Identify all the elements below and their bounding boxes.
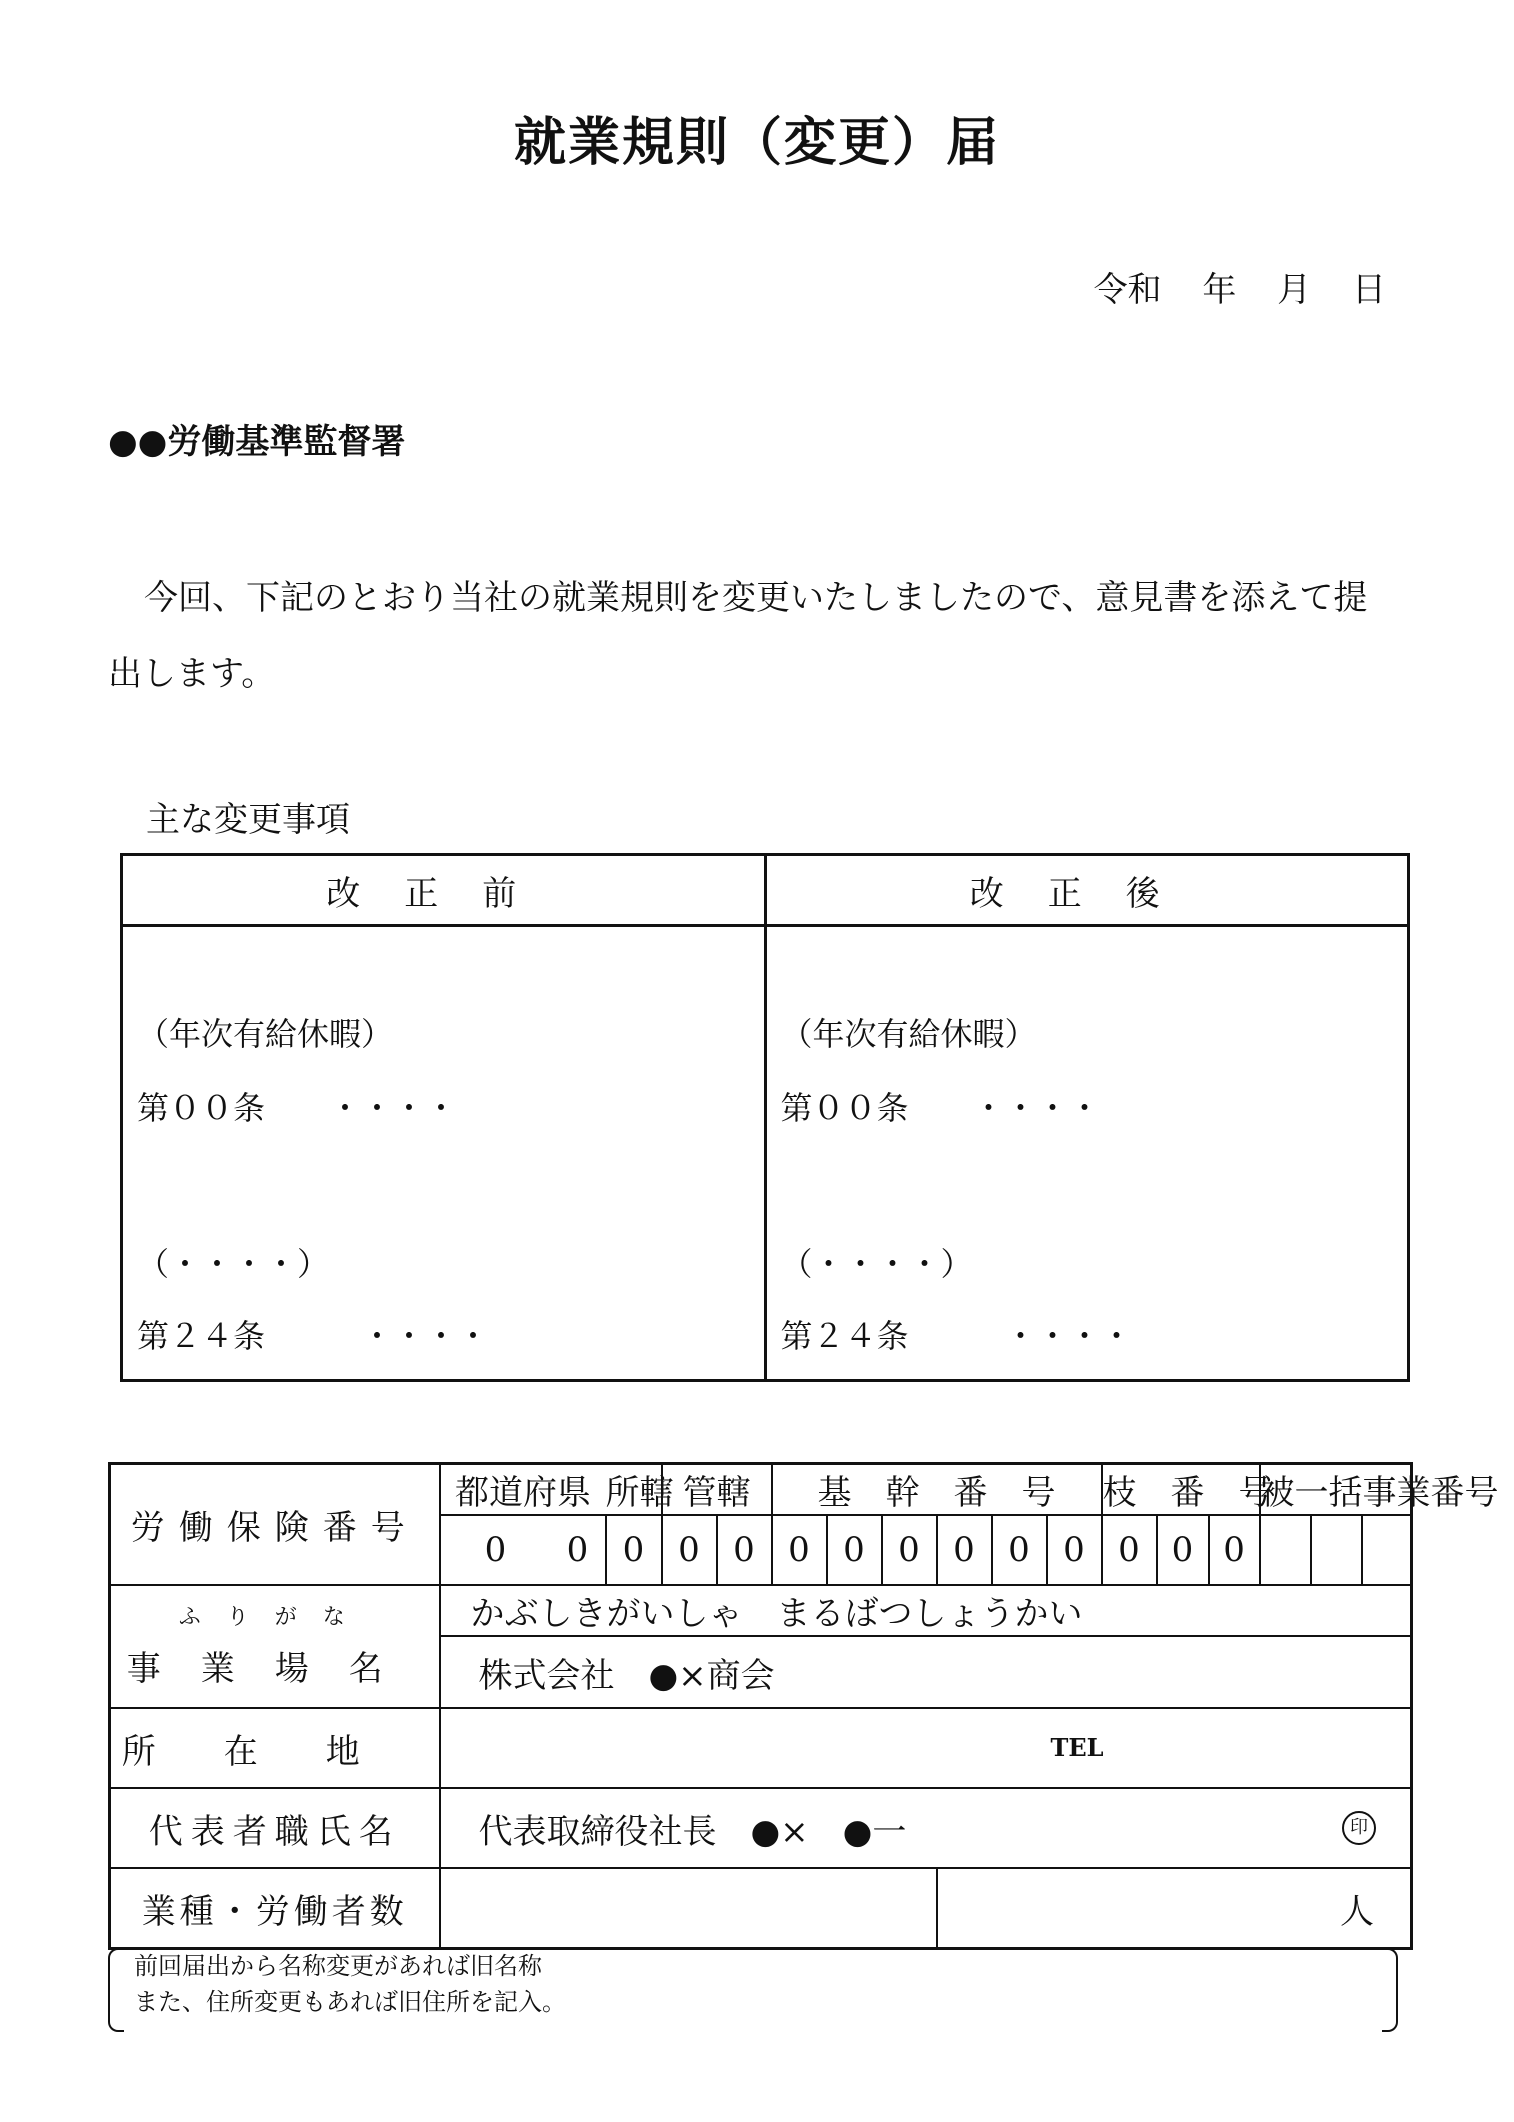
representative-field[interactable] [440, 1788, 1412, 1868]
business-info-table [108, 1462, 1499, 1950]
address-field[interactable] [440, 1708, 1412, 1788]
digit-box[interactable]: 0 [1047, 1515, 1102, 1585]
industry-workers-label: 業種・労働者数 [110, 1868, 440, 1949]
note-box [108, 1948, 1398, 2030]
jurisdiction-head: 管轄 [662, 1464, 772, 1516]
furigana-field[interactable]: かぶしきがいしゃ まるばつしょうかい [440, 1585, 1412, 1636]
digit-box[interactable]: 0 [992, 1515, 1047, 1585]
digit-box[interactable]: 0 [1102, 1515, 1157, 1585]
address-label: 所在地 [110, 1708, 440, 1788]
digit-box[interactable]: 0 [882, 1515, 937, 1585]
right-bracket [1382, 1948, 1398, 2032]
digit-box[interactable]: 0 [937, 1515, 992, 1585]
before-cell [122, 926, 766, 1381]
digit-box[interactable] [1362, 1515, 1412, 1585]
before-line: （年次有給休暇） [137, 1015, 394, 1053]
before-line: 第００条 ・・・・ [137, 1089, 458, 1127]
after-line: 第００条 ・・・・ [780, 1089, 1101, 1127]
changes-table [120, 853, 1410, 1382]
prefecture-head: 都道府県 [440, 1464, 606, 1516]
industry-field[interactable] [440, 1868, 937, 1949]
tel-label: TEL [1050, 1733, 1104, 1762]
business-name-label: 事業場名 [126, 1648, 423, 1689]
after-line: （年次有給休暇） [780, 1015, 1037, 1053]
digit-box[interactable]: 0 [717, 1515, 772, 1585]
addressee-office: ●●労働基準監督署 [108, 422, 406, 462]
digit-box[interactable]: 0 [440, 1515, 551, 1585]
after-line: （・・・・） [780, 1245, 973, 1283]
before-line: 第２４条 ・・・・ [137, 1317, 490, 1355]
after-line: 第２４条 ・・・・ [780, 1317, 1133, 1355]
before-header: 改正前 [122, 855, 766, 926]
bulk-number-head: 被一括事業番号 [1260, 1464, 1412, 1516]
note-line: 前回届出から名称変更があれば旧名称 [134, 1952, 542, 1980]
after-header: 改正後 [765, 855, 1409, 926]
workers-field[interactable] [937, 1868, 1412, 1949]
office-head: 所轄 [606, 1464, 662, 1516]
intro-text: 今回、下記のとおり当社の就業規則を変更いたしましたので、意見書を添えて提出します。 [108, 578, 1368, 694]
digit-box[interactable]: 0 [662, 1515, 717, 1585]
digit-box[interactable]: 0 [606, 1515, 662, 1585]
note-line: また、住所変更もあれば旧住所を記入。 [134, 1988, 566, 2016]
representative-value: 代表取締役社長 ●× ●一 [478, 1811, 907, 1852]
seal-mark: 印 [1342, 1811, 1376, 1845]
digit-box[interactable] [1311, 1515, 1362, 1585]
document-title: 就業規則（変更）届 [513, 112, 1000, 173]
branch-number-head: 枝 番 号 [1102, 1464, 1260, 1516]
digit-box[interactable]: 0 [551, 1515, 606, 1585]
business-name-field[interactable]: 株式会社 ●×商会 [440, 1636, 1412, 1708]
after-cell [765, 926, 1409, 1381]
left-bracket [108, 1948, 124, 2032]
insurance-number-label: 労働保険番号 [110, 1464, 440, 1586]
digit-box[interactable] [1260, 1515, 1311, 1585]
business-name-label-cell [110, 1585, 440, 1708]
digit-box[interactable]: 0 [1157, 1515, 1209, 1585]
date-field: 令和 年 月 日 [1093, 270, 1386, 310]
furigana-label: ふりがな [178, 1604, 371, 1630]
representative-label: 代表者職氏名 [110, 1788, 440, 1868]
changes-label: 主な変更事項 [146, 800, 350, 840]
digit-box[interactable]: 0 [772, 1515, 827, 1585]
digit-box[interactable]: 0 [827, 1515, 882, 1585]
base-number-head: 基 幹 番 号 [772, 1464, 1102, 1516]
digit-box[interactable]: 0 [1209, 1515, 1260, 1585]
before-line: （・・・・） [137, 1245, 330, 1283]
persons-unit: 人 [1340, 1891, 1375, 1932]
